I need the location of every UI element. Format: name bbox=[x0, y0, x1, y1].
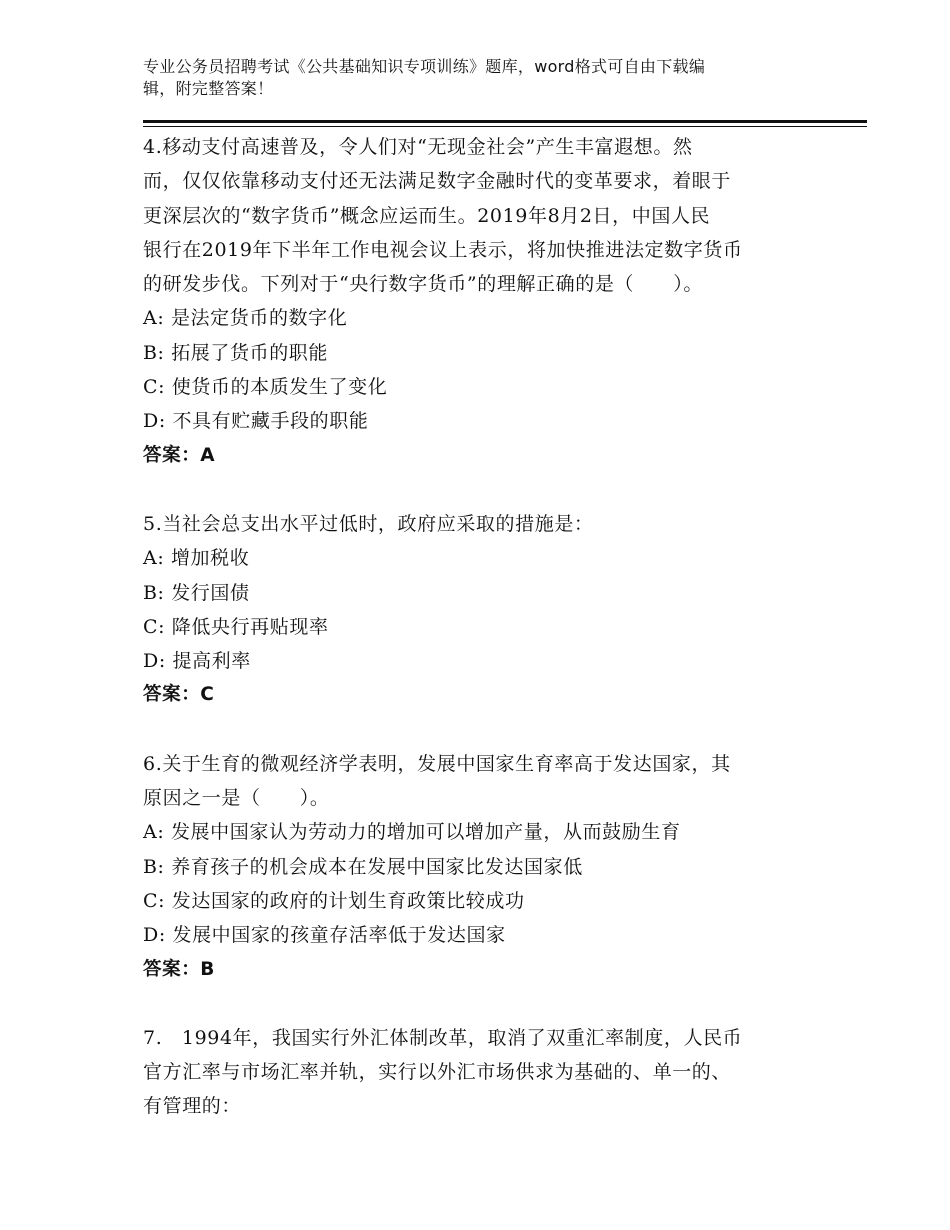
question-stem bbox=[143, 507, 808, 541]
option-d: D: 发展中国家的孩童存活率低于发达国家 bbox=[143, 924, 506, 947]
option-a: A: 发展中国家认为劳动力的增加可以增加产量，从而鼓励生育 bbox=[143, 821, 681, 844]
answer-label: 答案：B bbox=[143, 958, 216, 980]
stem-line: 4.移动支付高速普及，令人们对“无现金社会”产生丰富遐想。然 bbox=[143, 136, 693, 158]
stem-line: 原因之一是（ ）。 bbox=[143, 787, 330, 810]
answer-label: 答案：C bbox=[143, 684, 215, 706]
stem-line: 更深层次的“数字货币”概念应运而生。2019年8月2日，中国人民 bbox=[143, 204, 711, 227]
option-c: C: 发达国家的政府的计划生育政策比较成功 bbox=[143, 889, 525, 912]
option-b: B: 发行国债 bbox=[143, 581, 250, 604]
stem-line: 7. 1994年，我国实行外汇体制改革，取消了双重汇率制度，人民币 bbox=[143, 1026, 743, 1049]
question-7 bbox=[143, 1021, 808, 1124]
answer-label: 答案：A bbox=[143, 444, 216, 466]
stem-line: 6.关于生育的微观经济学表明，发展中国家生育率高于发达国家，其 bbox=[143, 752, 731, 775]
option-b: B: 拓展了货币的职能 bbox=[143, 341, 329, 364]
stem-line: 官方汇率与市场汇率并轨，实行以外汇市场供求为基础的、单一的、 bbox=[143, 1061, 732, 1084]
question-5 bbox=[143, 507, 808, 713]
stem-line: 而，仅仅依靠移动支付还无法满足数字金融时代的变革要求，着眼于 bbox=[143, 170, 732, 193]
stem-line: 的研发步伐。下列对于“央行数字货币”的理解正确的是（ ）。 bbox=[143, 273, 703, 296]
page-header bbox=[143, 56, 793, 100]
header-divider-thin bbox=[143, 126, 867, 127]
option-a: A: 是法定货币的数字化 bbox=[143, 307, 348, 330]
header-line-1: 专业公务员招聘考试《公共基础知识专项训练》题库，word格式可自由下载编 bbox=[143, 57, 706, 76]
question-stem bbox=[143, 747, 808, 816]
question-6 bbox=[143, 747, 808, 987]
question-stem bbox=[143, 130, 808, 301]
option-c: C: 使货币的本质发生了变化 bbox=[143, 376, 388, 399]
option-d: D: 提高利率 bbox=[143, 650, 251, 673]
question-4 bbox=[143, 130, 808, 473]
header-line-2: 辑，附完整答案！ bbox=[143, 79, 274, 98]
stem-line: 银行在2019年下半年工作电视会议上表示，将加快推进法定数字货币 bbox=[143, 238, 743, 261]
option-a: A: 增加税收 bbox=[143, 547, 250, 570]
option-b: B: 养育孩子的机会成本在发展中国家比发达国家低 bbox=[143, 855, 583, 878]
stem-line: 5.当社会总支出水平过低时，政府应采取的措施是： bbox=[143, 512, 594, 535]
stem-line: 有管理的： bbox=[143, 1095, 242, 1118]
question-list bbox=[143, 130, 808, 1158]
question-stem bbox=[143, 1021, 808, 1124]
option-c: C: 降低央行再贴现率 bbox=[143, 615, 329, 638]
option-d: D: 不具有贮藏手段的职能 bbox=[143, 410, 369, 433]
header-divider-thick bbox=[143, 120, 867, 123]
